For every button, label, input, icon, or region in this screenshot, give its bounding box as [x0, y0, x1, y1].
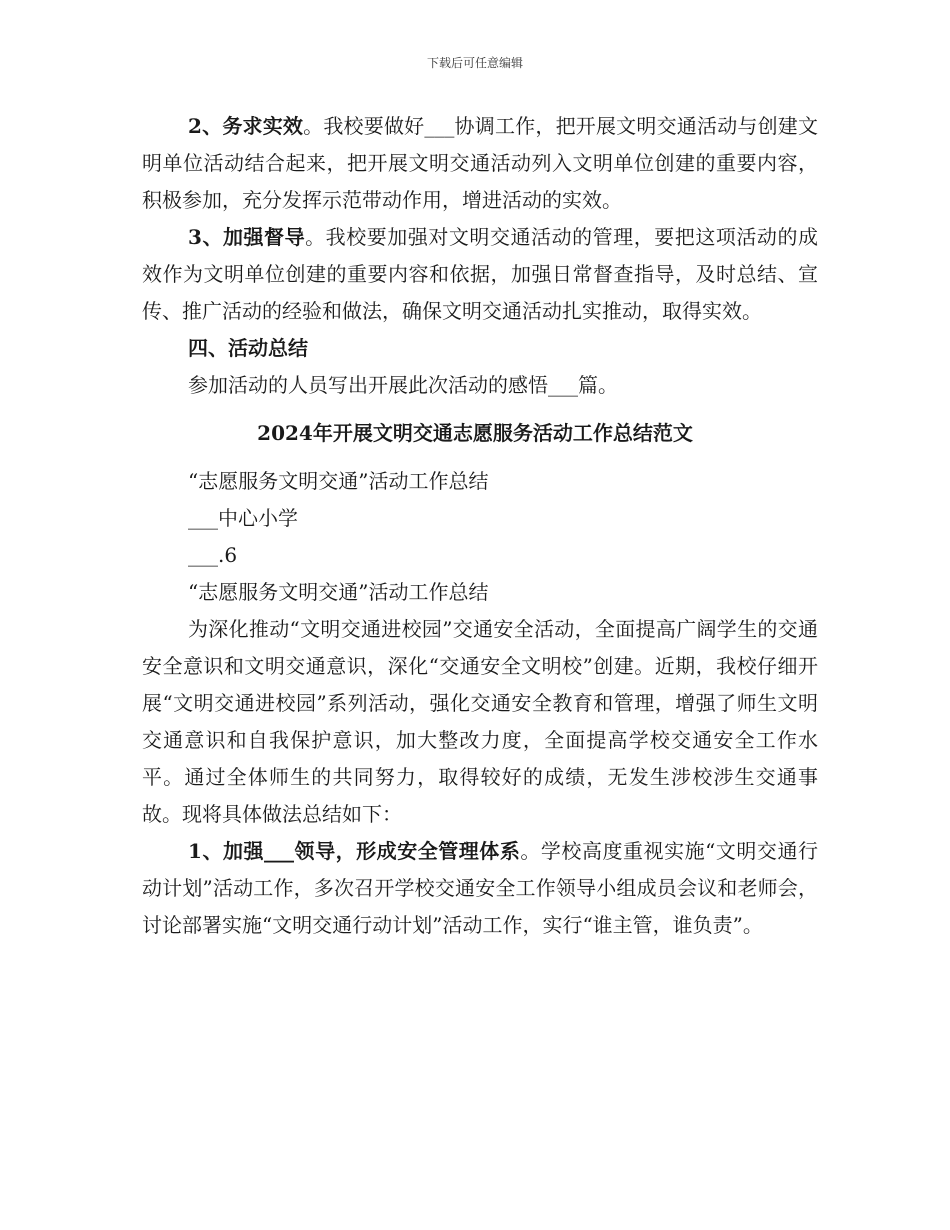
item1-heading: 1、加强___领导，形成安全管理体系 [188, 839, 521, 863]
item2-body: 。我校要做好___协调工作，把开展文明交通活动与创建文明单位活动结合起来，把开展文明交通活动列入文明单位创建的重要内容，积极参加，充分发挥示范带动作用，增进活动的实效。 [142, 114, 819, 212]
item2-heading: 2、务求实效 [188, 114, 304, 138]
subtitle-1: “志愿服务文明交通”活动工作总结 [188, 469, 489, 493]
item1-paragraph [142, 833, 818, 944]
item2-paragraph [142, 108, 818, 219]
item1-body: 。学校高度重视实施“文明交通行动计划”活动工作，多次召开学校交通安全工作领导小组成员会议和老师会，讨论部署实施“文明交通行动计划”活动工作，实行“谁主管，谁负责”。 [142, 839, 818, 937]
document-body [142, 108, 818, 944]
school-name: ___中心小学 [188, 506, 298, 530]
item3-paragraph [142, 219, 818, 330]
section4-heading: 四、活动总结 [188, 336, 308, 360]
subtitle-2: “志愿服务文明交通”活动工作总结 [188, 580, 489, 604]
item3-body: 。我校要加强对文明交通活动的管理，要把这项活动的成效作为文明单位创建的重要内容和依据，加强日常督查指导，及时总结、宣传、推广活动的经验和做法，确保文明交通活动扎实推动，取得实效。 [142, 225, 819, 323]
section4-body: 参加活动的人员写出开展此次活动的感悟___篇。 [188, 373, 618, 397]
item3-heading: 3、加强督导 [188, 225, 306, 249]
page-header: 下载后可任意编辑 [426, 56, 523, 70]
document-title: 2024年开展文明交通志愿服务活动工作总结范文 [257, 421, 693, 445]
intro-paragraph: 为深化推动“文明交通进校园”交通安全活动，全面提高广阔学生的交通安全意识和文明交通意识，深化“交通安全文明校”创建。近期，我校仔细开展“文明交通进校园”系列活动，强化交通安全教育和管理，增强了师生文明交通意识和自我保护意识，加大整改力度，全面提高学校交通安全工作水平。通过全体师生的共同努力，取得较好的成绩，无发生涉校涉生交通事故。现将具体做法总结如下： [142, 617, 818, 826]
document-date: ___.6 [188, 543, 238, 567]
